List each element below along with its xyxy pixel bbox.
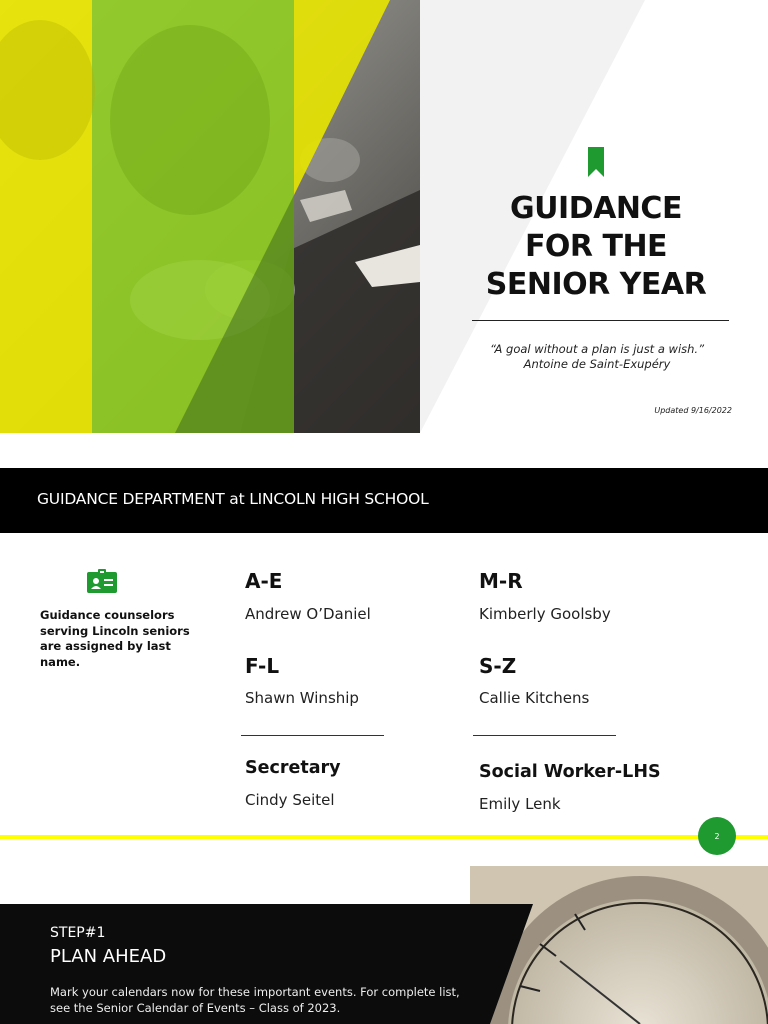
social-worker-label: Social Worker-LHS <box>479 762 661 782</box>
page-title <box>466 190 726 304</box>
counselor-name: Andrew O’Daniel <box>245 605 371 623</box>
counselor-name: Kimberly Goolsby <box>479 605 611 623</box>
title-divider <box>472 320 729 321</box>
secretary-name: Cindy Seitel <box>245 791 335 809</box>
department-header-bar <box>0 468 768 533</box>
page-number-badge: 2 <box>698 817 736 855</box>
range-f-l-label: F-L <box>245 654 280 678</box>
step-description: Mark your calendars now for these important events. For complete list, see the Senior Calendar of Events – Class of 2023. <box>50 985 460 1015</box>
department-slide <box>0 468 768 858</box>
range-s-z-label: S-Z <box>479 654 517 678</box>
social-worker-name: Emily Lenk <box>479 795 561 813</box>
range-a-e-label: A-E <box>245 569 283 593</box>
step-label: STEP#1 <box>50 925 106 941</box>
title-line-2: FOR THE <box>524 229 668 264</box>
range-m-r-label: M-R <box>479 569 523 593</box>
counselor-name: Shawn Winship <box>245 689 359 707</box>
plan-ahead-slide <box>0 866 768 1024</box>
quote-author: Antoine de Saint-Exupéry <box>523 357 671 371</box>
id-card-icon <box>87 569 117 593</box>
title-line-3: SENIOR YEAR <box>485 267 707 302</box>
department-title: GUIDANCE DEPARTMENT at LINCOLN HIGH SCHOOL <box>37 490 429 508</box>
title-line-1: GUIDANCE <box>510 191 682 226</box>
footer-accent-line <box>0 835 768 839</box>
quote <box>470 342 724 372</box>
quote-text: “A goal without a plan is just a wish.” <box>489 342 705 356</box>
title-slide <box>0 0 768 433</box>
bookmark-icon <box>588 147 604 177</box>
updated-date: Updated 9/16/2022 <box>654 406 732 415</box>
divider <box>473 735 616 736</box>
divider <box>241 735 384 736</box>
assignment-note: Guidance counselors serving Lincoln seniors are assigned by last name. <box>40 608 190 669</box>
students-writing-photo <box>0 0 420 433</box>
counselor-name: Callie Kitchens <box>479 689 590 707</box>
step-title: PLAN AHEAD <box>50 946 167 967</box>
secretary-label: Secretary <box>245 758 341 778</box>
